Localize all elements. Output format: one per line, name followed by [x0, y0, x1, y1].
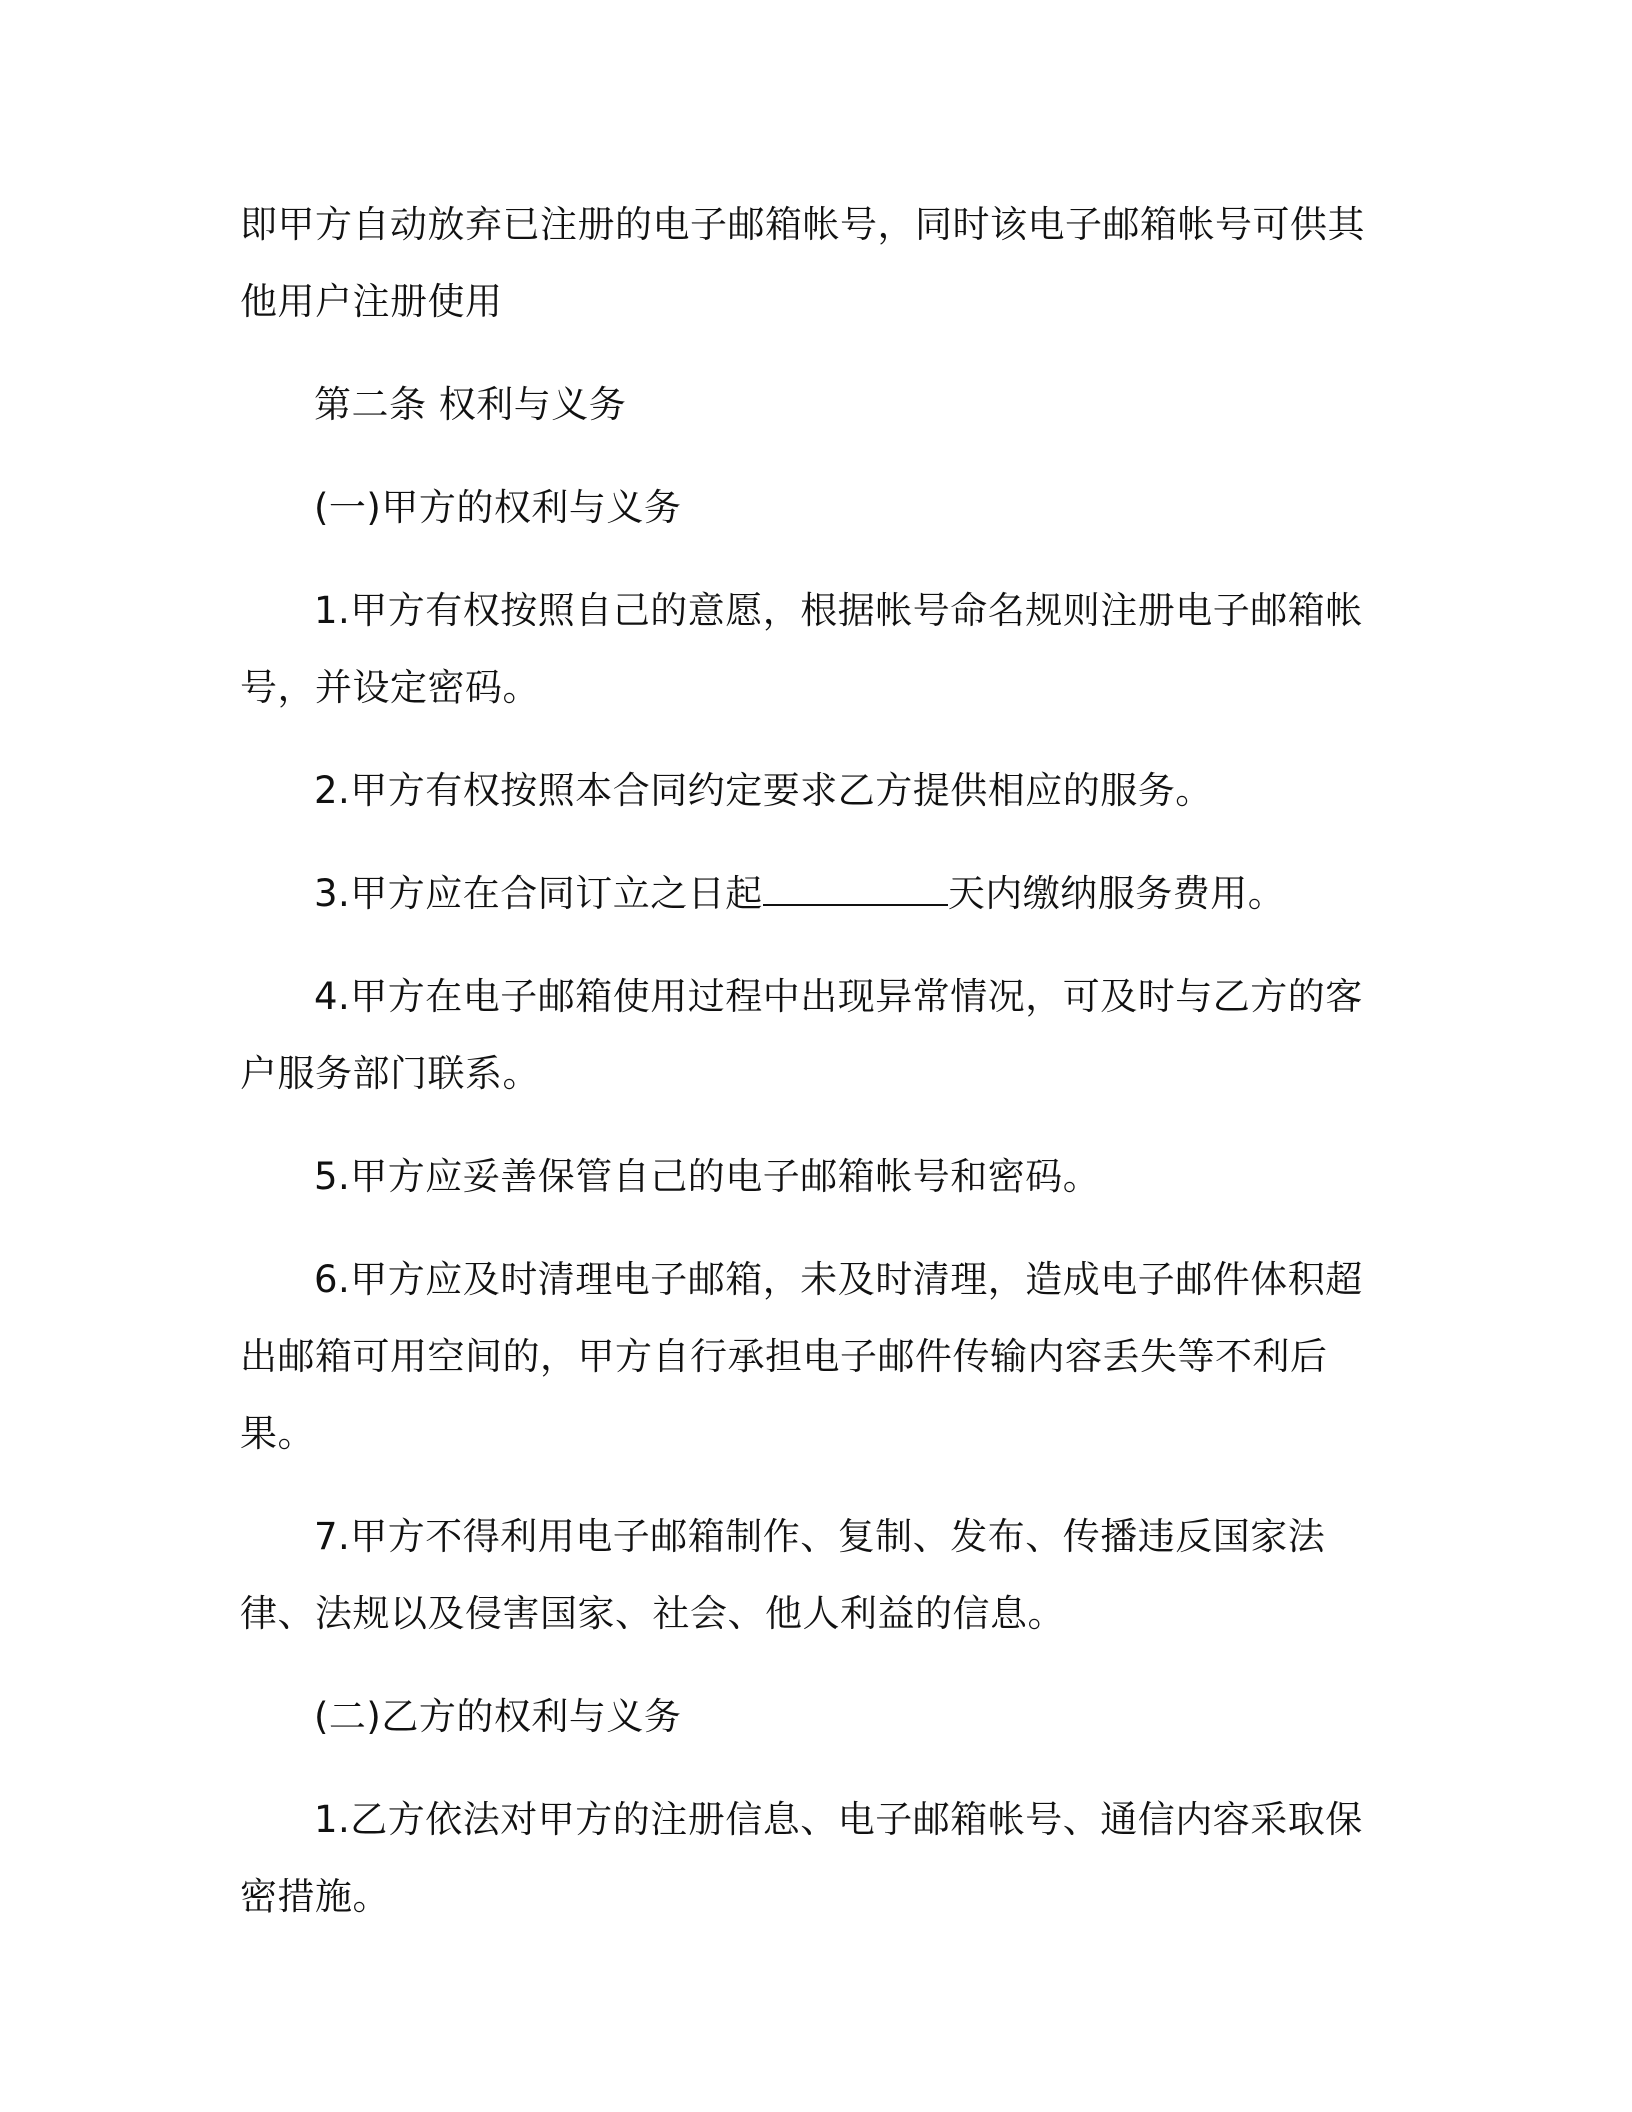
clause-b1: 1.乙方依法对甲方的注册信息、电子邮箱帐号、通信内容采取保密措施。 — [240, 1798, 1363, 1918]
clause-a3-before: 3.甲方应在合同订立之日起 — [314, 872, 763, 915]
paragraph-continuation: 即甲方自动放弃已注册的电子邮箱帐号，同时该电子邮箱帐号可供其他用户注册使用 — [240, 203, 1365, 323]
clause-a5: 5.甲方应妥善保管自己的电子邮箱帐号和密码。 — [314, 1155, 1101, 1198]
clause-a3 — [240, 855, 1385, 932]
article-heading: 第二条 权利与义务 — [314, 383, 627, 426]
clause-a3-after: 天内缴纳服务费用。 — [947, 872, 1286, 915]
clause-a2: 2.甲方有权按照本合同约定要求乙方提供相应的服务。 — [314, 769, 1213, 812]
clause-a1: 1.甲方有权按照自己的意愿，根据帐号命名规则注册电子邮箱帐号，并设定密码。 — [240, 589, 1363, 709]
section-heading-party-a: (一)甲方的权利与义务 — [314, 486, 682, 529]
section-heading-party-b: (二)乙方的权利与义务 — [314, 1695, 682, 1738]
clause-a4: 4.甲方在电子邮箱使用过程中出现异常情况，可及时与乙方的客户服务部门联系。 — [240, 975, 1363, 1095]
document-page — [240, 186, 1385, 1935]
clause-a6: 6.甲方应及时清理电子邮箱，未及时清理，造成电子邮件体积超出邮箱可用空间的，甲方自行承担电子邮件传输内容丢失等不利后果。 — [240, 1258, 1363, 1455]
fill-in-blank — [763, 876, 948, 906]
clause-a7: 7.甲方不得利用电子邮箱制作、复制、发布、传播违反国家法律、法规以及侵害国家、社会、他人利益的信息。 — [240, 1515, 1326, 1635]
